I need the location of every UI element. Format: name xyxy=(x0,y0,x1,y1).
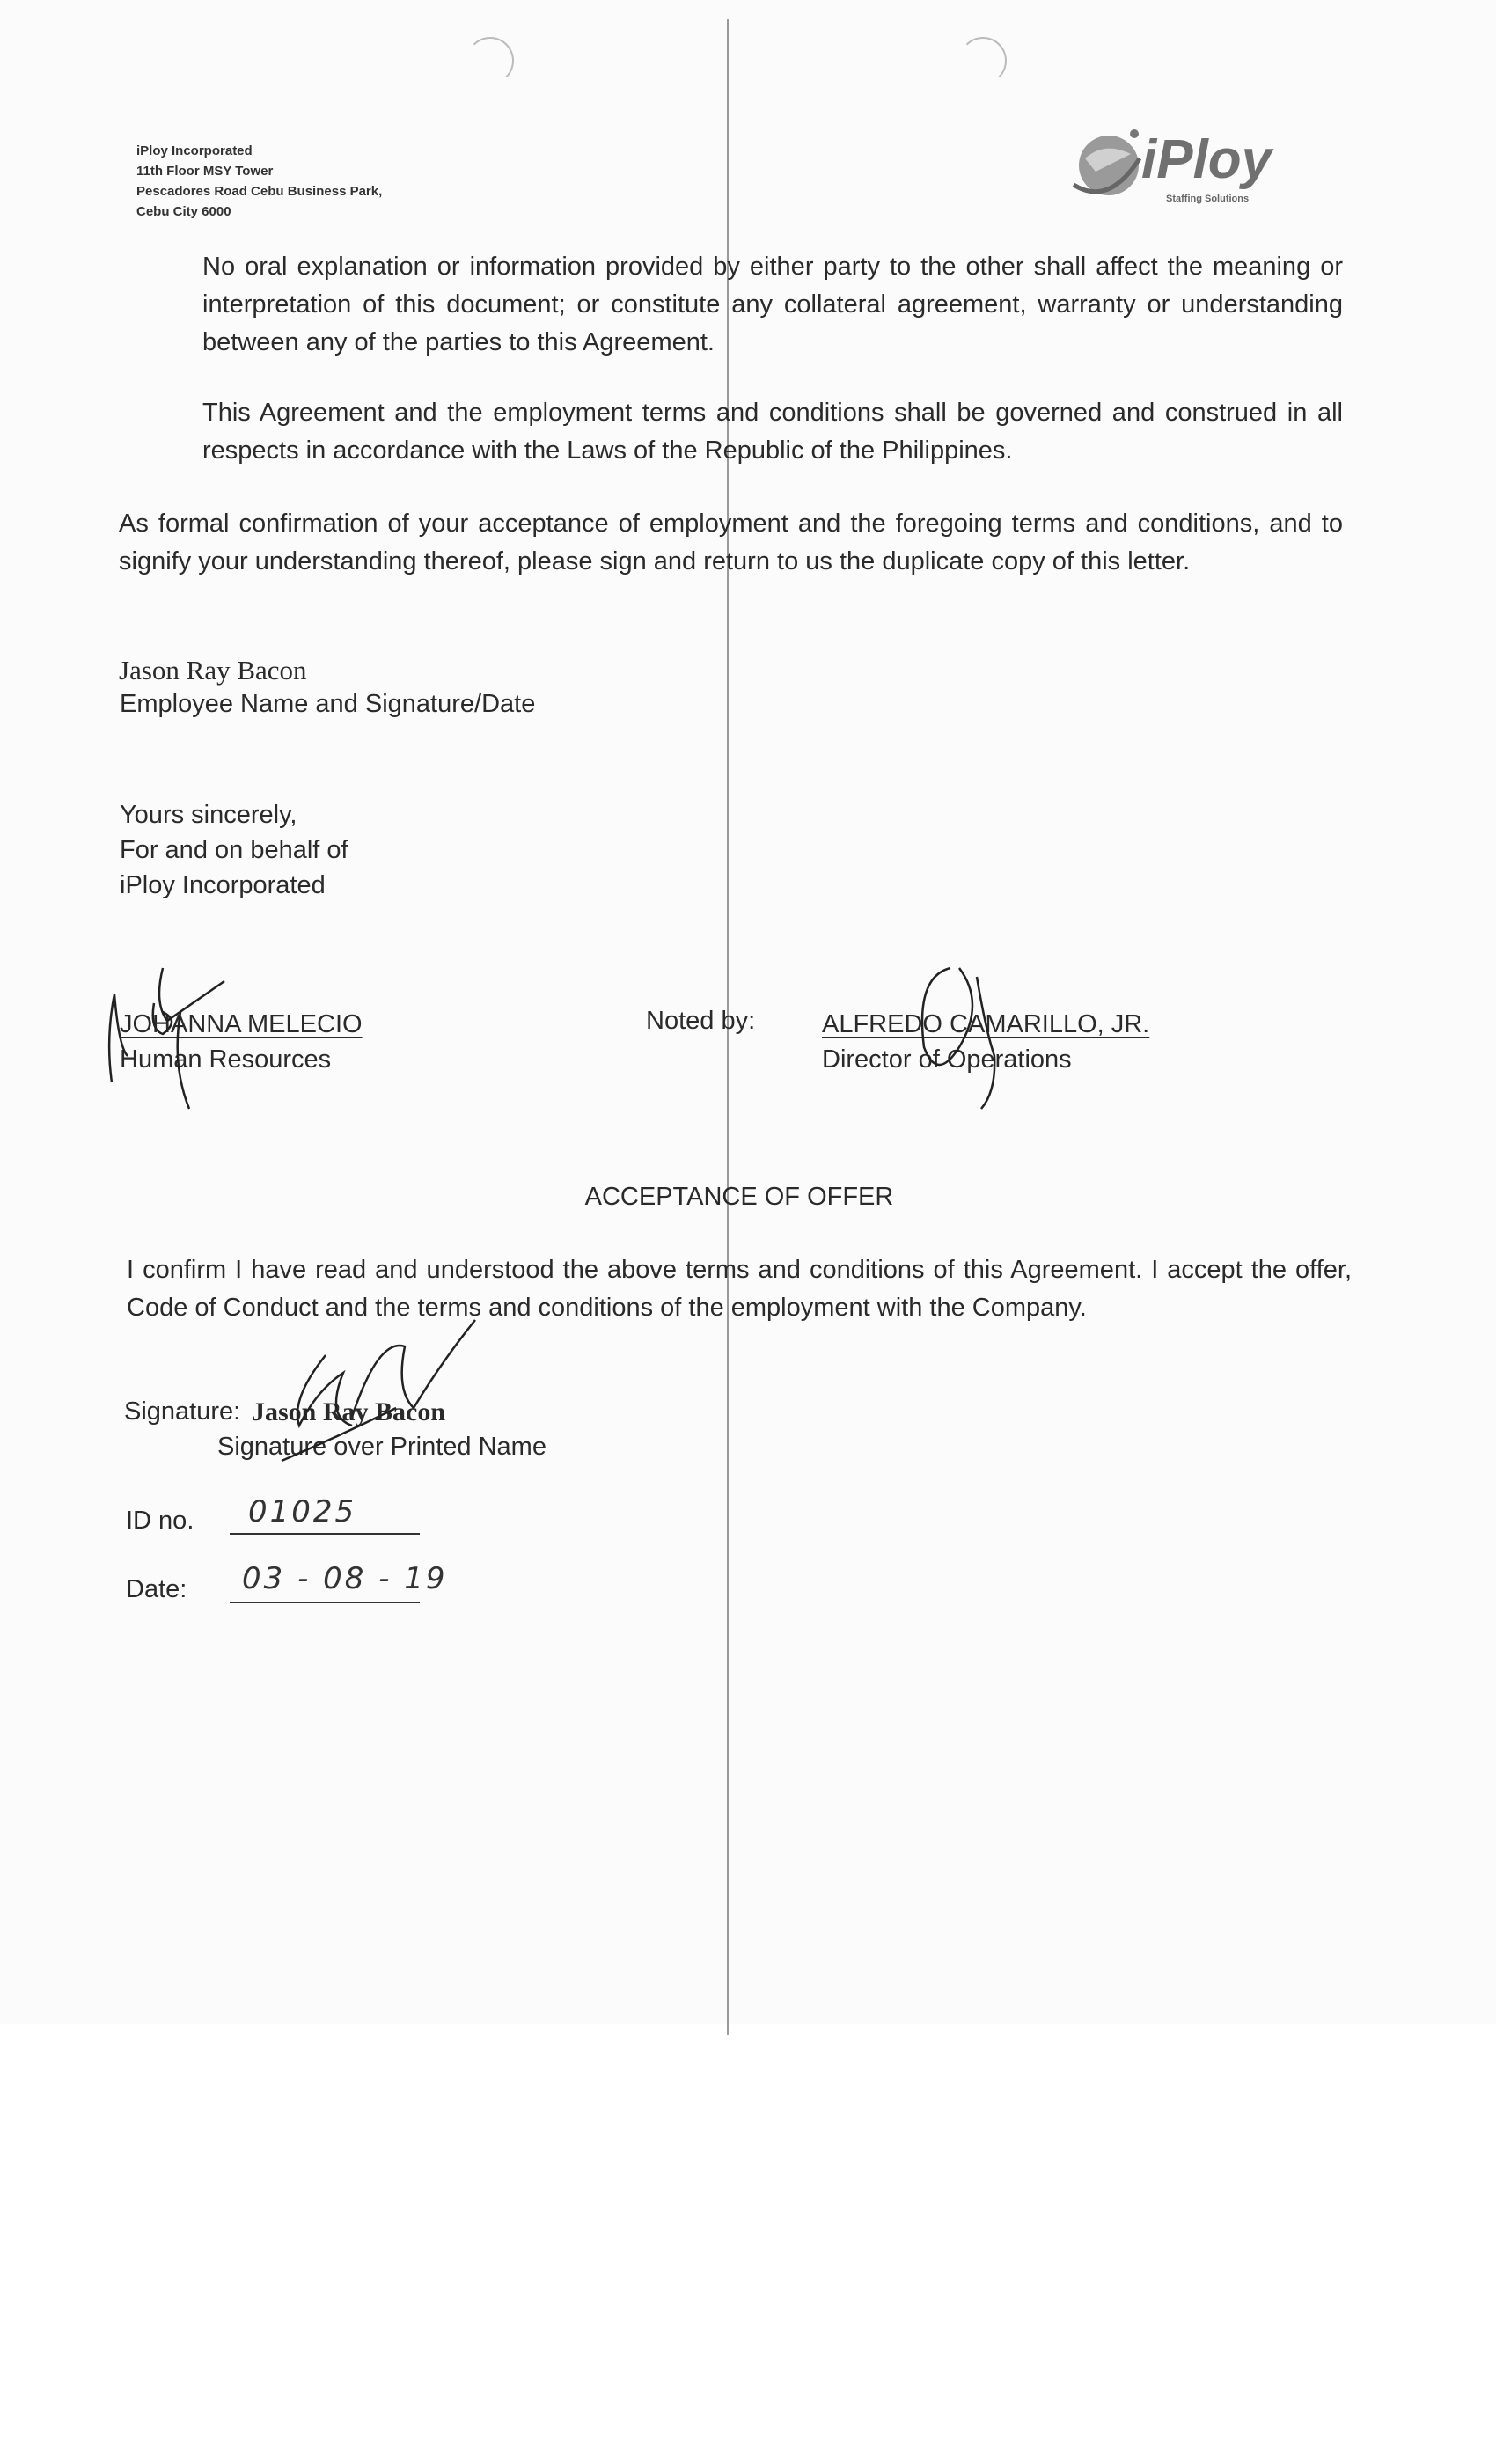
id-label: ID no. xyxy=(126,1507,194,1535)
acceptance-text: I confirm I have read and understood the above terms and conditions of this Agreement. I accept the offer, Code of Conduct and the terms and conditions of the employment with the Company. xyxy=(127,1256,1352,1322)
closing xyxy=(120,797,348,903)
signature-printed-name: Jason Ray Bacon xyxy=(252,1397,446,1426)
date-label: Date: xyxy=(126,1575,187,1603)
date-underline xyxy=(230,1602,420,1603)
date-value: 03 - 08 - 19 xyxy=(242,1561,448,1596)
sender-address xyxy=(136,141,382,222)
logo-brand: iPloy xyxy=(1141,129,1272,190)
hr-signature xyxy=(101,950,295,1126)
closing-line: For and on behalf of xyxy=(120,836,348,864)
address-line: Pescadores Road Cebu Business Park, xyxy=(136,184,383,199)
director-signature xyxy=(898,950,1038,1118)
sender-company: iPloy Incorporated xyxy=(136,143,253,158)
id-underline xyxy=(230,1533,420,1535)
punch-hole xyxy=(959,37,1007,84)
director-title: Director of Operations xyxy=(822,1045,1072,1074)
employee-signature-label: Employee Name and Signature/Date xyxy=(120,690,536,718)
closing-line: iPloy Incorporated xyxy=(120,871,326,899)
address-line: Cebu City 6000 xyxy=(136,204,231,219)
closing-line: Yours sincerely, xyxy=(120,801,297,829)
punch-hole xyxy=(466,37,514,84)
paragraph-oral-explanation: No oral explanation or information provided by either party to the other shall affect the meaning or interpretation of this document; or constitute any collateral agreement, warranty or understanding between any of the parties to this Agreement. xyxy=(202,253,1343,356)
employee-name: Jason Ray Bacon xyxy=(119,655,307,686)
signature-caption: Signature over Printed Name xyxy=(217,1433,546,1461)
paragraph-governing-law: This Agreement and the employment terms and conditions shall be governed and construed in all respects in accordance with the Laws of the Republic of the Philippines. xyxy=(202,399,1343,465)
noted-by-label: Noted by: xyxy=(646,1007,756,1035)
address-line: 11th Floor MSY Tower xyxy=(136,164,274,179)
director-name: ALFREDO CAMARILLO, JR. xyxy=(822,1010,1150,1038)
signature-label: Signature: xyxy=(124,1397,241,1426)
logo-tagline: Staffing Solutions xyxy=(1166,194,1250,204)
id-value: 01025 xyxy=(248,1494,357,1529)
hr-title: Human Resources xyxy=(120,1045,332,1074)
acceptance-title: ACCEPTANCE OF OFFER xyxy=(584,1183,894,1211)
hr-name: JOHANNA MELECIO xyxy=(120,1010,363,1038)
iploy-logo xyxy=(1069,123,1316,211)
paragraph-confirmation: As formal confirmation of your acceptance of employment and the foregoing terms and conditions, and to signify your understanding thereof, please sign and return to us the duplicate copy of this letter. xyxy=(119,510,1343,576)
employee-signature xyxy=(264,1311,493,1470)
